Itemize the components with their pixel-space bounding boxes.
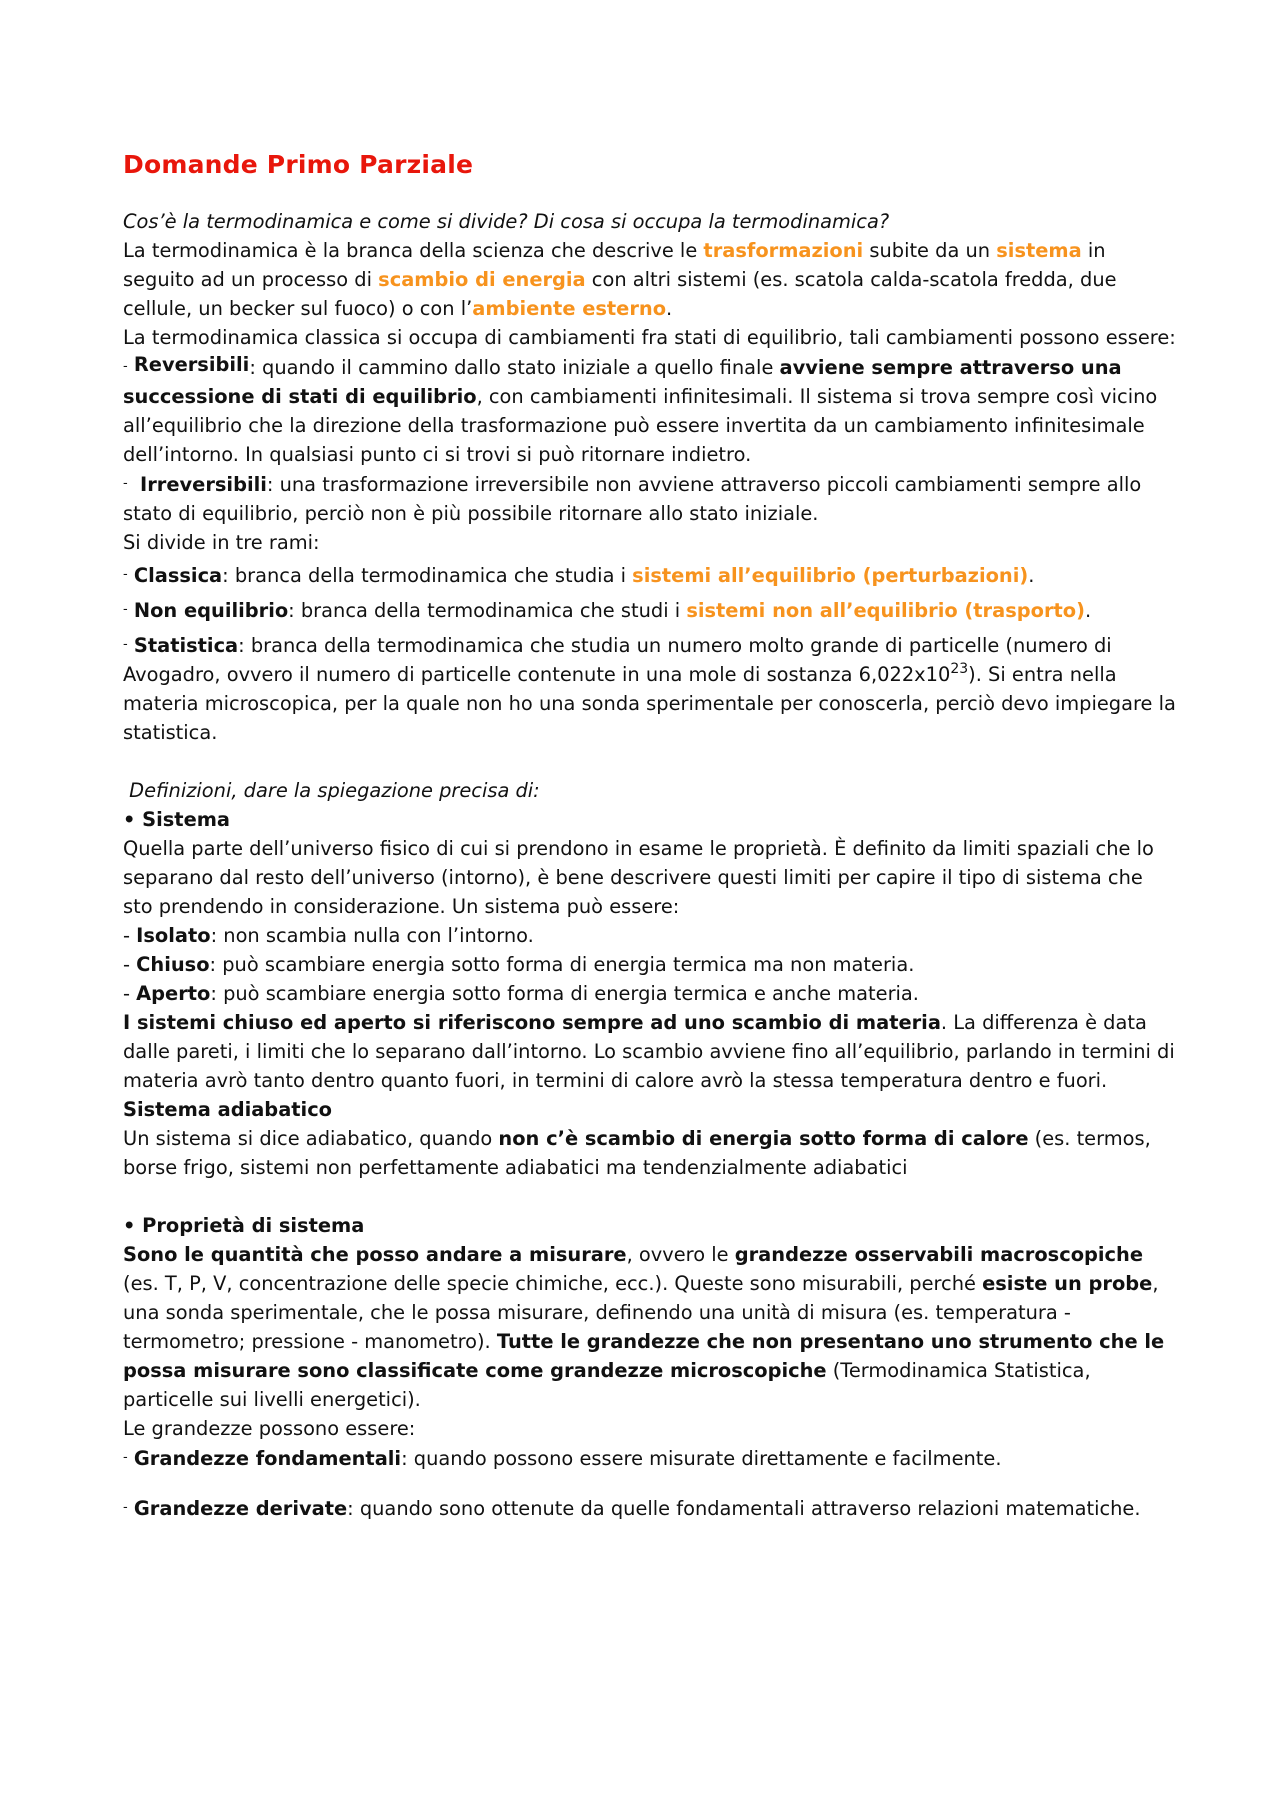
spacer bbox=[123, 1182, 1178, 1211]
dash-bullet: - bbox=[123, 602, 128, 617]
list-item-derivate bbox=[123, 1495, 1178, 1521]
term-classica: Classica bbox=[133, 564, 223, 587]
term-irreversibili: Irreversibili bbox=[140, 473, 267, 496]
highlight-scambio-energia: scambio di energia bbox=[378, 268, 586, 291]
text: : quando il cammino dallo stato iniziale a quello finale bbox=[249, 356, 780, 379]
dash-bullet: - bbox=[123, 637, 128, 652]
term-sistema-adiabatico: Sistema adiabatico bbox=[123, 1098, 333, 1121]
dash-bullet: - bbox=[123, 359, 128, 374]
text: (es. termos, borse frigo, sistemi non perfettamente adiabatici ma tendenzialmente adiabatici bbox=[123, 1127, 1151, 1179]
text: - bbox=[123, 924, 137, 947]
bold-text: non c’è scambio di energia sotto forma di calore bbox=[498, 1127, 1029, 1150]
term-statistica: Statistica bbox=[133, 634, 239, 657]
list-item-non-equilibrio bbox=[123, 595, 1178, 625]
highlight-text: sistemi all’equilibrio (perturbazioni) bbox=[632, 564, 1029, 587]
paragraph-adiabatico bbox=[123, 1124, 1178, 1182]
text: La termodinamica è la branca della scienza che descrive le bbox=[123, 239, 704, 262]
bold-heading: • Proprietà di sistema bbox=[123, 1214, 365, 1237]
question-1: Cos’è la termodinamica e come si divide? Di cosa si occupa la termodinamica? bbox=[123, 210, 890, 233]
text: in seguito ad un processo di bbox=[123, 239, 1106, 291]
text: - bbox=[123, 982, 137, 1005]
highlight-text: sistemi non all’equilibrio (trasporto) bbox=[686, 599, 1085, 622]
text: . bbox=[1084, 599, 1092, 622]
term-chiuso: Chiuso bbox=[136, 953, 210, 976]
highlight-ambiente-esterno: ambiente esterno bbox=[472, 297, 667, 320]
text: : branca della termodinamica che studi i bbox=[288, 599, 687, 622]
dash-bullet: - bbox=[123, 476, 128, 491]
dash-bullet: - bbox=[123, 567, 128, 582]
text: (Termodinamica Statistica, particelle sui livelli energetici). bbox=[123, 1359, 1091, 1411]
term-aperto: Aperto bbox=[136, 982, 211, 1005]
text: subite da un bbox=[863, 239, 997, 262]
text: Un sistema si dice adiabatico, quando bbox=[123, 1127, 499, 1150]
text: : quando possono essere misurate direttamente e facilmente. bbox=[401, 1447, 1002, 1470]
list-item-chiuso bbox=[123, 950, 1178, 979]
spacer bbox=[123, 747, 1178, 776]
text: , con cambiamenti infinitesimali. Il sistema si trova sempre così vicino all’equilibrio che la direzione della trasformazione può essere invertita da un cambiamento infinitesimale dell’intorno. In qualsiasi punto ci si trovi si può ritornare indietro. bbox=[123, 385, 1158, 466]
paragraph-grandezze: Le grandezze possono essere: bbox=[123, 1417, 416, 1440]
heading-proprieta bbox=[123, 1211, 1178, 1240]
text: La termodinamica classica si occupa di cambiamenti fra stati di equilibrio, tali cambiamenti possono essere: bbox=[123, 326, 1176, 349]
bold-text: Tutte le grandezze che non presentano uno strumento che le possa misurare sono classificate come grandezze microscopiche bbox=[123, 1330, 1165, 1382]
paragraph-definition bbox=[123, 236, 1178, 323]
term-grandezze-fondamentali: Grandezze fondamentali bbox=[133, 1447, 402, 1470]
text: : branca della termodinamica che studia un numero molto grande di particelle (numero di Avogadro, ovvero il numero di particelle contenute in una mole di sostanza 6,022x10 bbox=[123, 634, 1112, 686]
paragraph-rami: Si divide in tre rami: bbox=[123, 531, 320, 554]
bold-heading: • Sistema bbox=[123, 808, 231, 831]
text: (es. T, P, V, concentrazione delle specie chimiche, ecc.). Queste sono misurabili, perché bbox=[123, 1272, 983, 1295]
text: : può scambiare energia sotto forma di energia termica e anche materia. bbox=[210, 982, 919, 1005]
text: ). Si entra nella materia microscopica, per la quale non ho una sonda sperimentale per conoscerla, perciò devo impiegare la statistica. bbox=[123, 663, 1176, 744]
list-item-aperto bbox=[123, 979, 1178, 1008]
document-body bbox=[123, 207, 1178, 1521]
page-title: Domande Primo Parziale bbox=[123, 150, 474, 179]
bold-text: I sistemi chiuso ed aperto si riferiscono sempre ad uno scambio di materia bbox=[123, 1011, 941, 1034]
paragraph-irreversibili bbox=[123, 469, 1178, 528]
text: : branca della termodinamica che studia i bbox=[222, 564, 633, 587]
term-isolato: Isolato bbox=[136, 924, 211, 947]
dash-bullet: - bbox=[123, 1500, 128, 1515]
term-reversibili: Reversibili bbox=[133, 353, 250, 376]
superscript: 23 bbox=[950, 661, 969, 677]
term-non-equilibrio: Non equilibrio bbox=[133, 599, 289, 622]
list-item-fondamentali bbox=[123, 1443, 1178, 1473]
text: . bbox=[666, 297, 673, 320]
paragraph-reversibili bbox=[123, 323, 1178, 469]
text: - bbox=[123, 953, 137, 976]
paragraph-sistema: Quella parte dell’universo fisico di cui si prendono in esame le proprietà. È definito da limiti spaziali che lo separano dal resto dell’universo (intorno), è bene descrivere questi limiti per capire il tipo di sistema che sto prendendo in considerazione. Un sistema può essere: bbox=[123, 837, 1154, 918]
bold-text: grandezze osservabili macroscopiche bbox=[734, 1243, 1143, 1266]
bold-text: esiste un probe bbox=[982, 1272, 1153, 1295]
question-2: Definizioni, dare la spiegazione precisa di: bbox=[123, 779, 540, 802]
term-grandezze-derivate: Grandezze derivate bbox=[133, 1497, 348, 1520]
bold-text: Sono le quantità che posso andare a misurare bbox=[123, 1243, 627, 1266]
bold-text: avviene sempre attraverso una successione di stati di equilibrio bbox=[123, 356, 1122, 408]
list-item-statistica bbox=[123, 630, 1178, 747]
text: : può scambiare energia sotto forma di energia termica ma non materia. bbox=[209, 953, 915, 976]
text: : una trasformazione irreversibile non avviene attraverso piccoli cambiamenti sempre allo stato di equilibrio, perciò non è più possibile ritornare allo stato iniziale. bbox=[123, 473, 1142, 525]
list-item-isolato bbox=[123, 921, 1178, 950]
text: , ovvero le bbox=[626, 1243, 735, 1266]
paragraph-chiuso-aperto bbox=[123, 1008, 1178, 1124]
highlight-sistema: sistema bbox=[996, 239, 1082, 262]
paragraph-proprieta bbox=[123, 1240, 1178, 1414]
text: : non scambia nulla con l’intorno. bbox=[210, 924, 534, 947]
text: con altri sistemi (es. scatola calda-scatola fredda, due cellule, un becker sul fuoco) o con l’ bbox=[123, 268, 1117, 320]
list-item-classica bbox=[123, 560, 1178, 590]
dash-bullet: - bbox=[123, 1450, 128, 1465]
text: . bbox=[1028, 564, 1035, 587]
text: : quando sono ottenute da quelle fondamentali attraverso relazioni matematiche. bbox=[347, 1497, 1141, 1520]
spacer bbox=[123, 1473, 1178, 1495]
text: , una sonda sperimentale, che le possa misurare, definendo una unità di misura (es. temperatura - termometro; pressione - manometro). bbox=[123, 1272, 1159, 1353]
document-page bbox=[123, 150, 1178, 1521]
heading-sistema bbox=[123, 805, 1178, 834]
highlight-trasformazioni: trasformazioni bbox=[703, 239, 864, 262]
text: . La differenza è data dalle pareti, i limiti che lo separano dall’intorno. Lo scambio avviene fino all’equilibrio, parlando in termini di materia avrò tanto dentro quanto fuori, in termini di calore avrò la stessa temperatura dentro e fuori. bbox=[123, 1011, 1175, 1092]
